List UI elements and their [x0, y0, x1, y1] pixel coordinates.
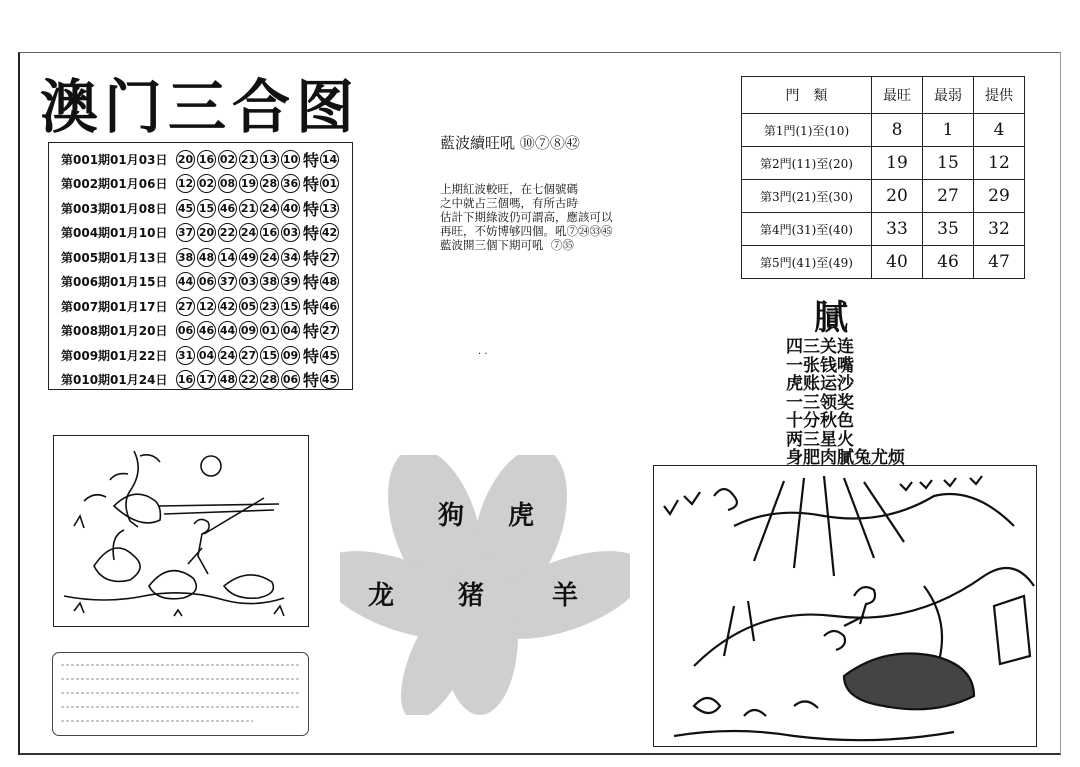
draw-row [49, 368, 352, 393]
blue-wave-line-text: 再旺，不妨博够四個。吼 [440, 224, 567, 238]
number-ball: 46 [218, 199, 237, 218]
draw-label: 第003期01月08日 [61, 201, 168, 216]
number-ball: 06 [176, 321, 195, 340]
number-ball: 03 [281, 223, 300, 242]
door-range: 第3門(21)至(30) [742, 180, 872, 213]
poem-line: 一三领奖 [786, 392, 854, 413]
poem-line: 两三星火 [786, 429, 854, 450]
special-ball: 14 [320, 150, 339, 169]
draw-label: 第010期01月24日 [61, 373, 168, 388]
door-max: 33 [872, 213, 923, 246]
number-ball: 05 [239, 297, 258, 316]
poem-line: 十分秋色 [786, 411, 854, 431]
landscape-drawing [654, 466, 1036, 746]
mini-ball: ⑦ [534, 134, 550, 152]
special-ball: 27 [320, 321, 339, 340]
number-ball: 28 [260, 370, 279, 389]
number-ball: 23 [260, 297, 279, 316]
draw-label: 第002期01月06日 [61, 177, 168, 192]
number-ball: 28 [260, 174, 279, 193]
special-ball: 13 [320, 199, 339, 218]
blue-wave-line-balls [567, 224, 613, 238]
draw-row [49, 147, 352, 172]
door-header-min: 最弱 [923, 77, 974, 114]
draw-row [49, 221, 352, 246]
stray-dots: . . [478, 346, 488, 357]
special-marker: 特 [303, 199, 320, 219]
blue-wave-title [440, 132, 580, 153]
number-ball: 46 [197, 321, 216, 340]
number-ball: 34 [281, 248, 300, 267]
draw-row [49, 343, 352, 368]
draw-label: 第001期01月03日 [61, 152, 168, 167]
special-marker: 特 [303, 273, 320, 293]
number-ball: 44 [176, 272, 195, 291]
zodiac-dragon: 龙 [368, 581, 395, 611]
door-give: 47 [974, 246, 1025, 279]
number-ball: 17 [197, 370, 216, 389]
blue-wave-line-balls [551, 238, 574, 252]
blue-wave-title-balls [520, 134, 580, 152]
blue-wave-paragraph [440, 182, 680, 252]
door-range: 第2門(11)至(20) [742, 147, 872, 180]
number-ball: 01 [260, 321, 279, 340]
number-ball: 48 [197, 248, 216, 267]
number-ball: 45 [176, 199, 195, 218]
number-ball: 12 [197, 297, 216, 316]
faded-note-box [52, 652, 309, 736]
number-ball: 24 [218, 346, 237, 365]
mini-ball: ㉝ [589, 224, 601, 238]
number-ball: 02 [197, 174, 216, 193]
door-max: 40 [872, 246, 923, 279]
page-title: 澳门三合图 [40, 73, 361, 141]
special-marker: 特 [303, 322, 320, 342]
door-min: 1 [923, 114, 974, 147]
fisherman-geese-illustration [53, 435, 309, 627]
number-ball: 20 [176, 150, 195, 169]
door-row [742, 114, 1025, 147]
mini-ball: ⑦ [550, 238, 563, 252]
special-marker: 特 [303, 297, 320, 317]
draw-row [49, 196, 352, 221]
draw-row [49, 270, 352, 295]
number-ball: 38 [260, 272, 279, 291]
number-ball: 02 [218, 150, 237, 169]
door-give: 32 [974, 213, 1025, 246]
special-ball: 48 [320, 272, 339, 291]
special-ball: 46 [320, 297, 339, 316]
number-ball: 08 [218, 174, 237, 193]
number-ball: 27 [176, 297, 195, 316]
number-ball: 22 [239, 370, 258, 389]
number-ball: 10 [281, 150, 300, 169]
number-ball: 16 [260, 223, 279, 242]
number-ball: 20 [197, 223, 216, 242]
door-row [742, 246, 1025, 279]
number-ball: 31 [176, 346, 195, 365]
number-ball: 42 [218, 297, 237, 316]
mini-ball: ㊺ [601, 224, 613, 238]
number-ball: 04 [197, 346, 216, 365]
number-ball: 36 [281, 174, 300, 193]
number-ball: 44 [218, 321, 237, 340]
number-ball: 15 [197, 199, 216, 218]
door-min: 27 [923, 180, 974, 213]
draw-label: 第004期01月10日 [61, 226, 168, 241]
special-marker: 特 [303, 371, 320, 391]
special-ball: 45 [320, 370, 339, 389]
blue-wave-line: 之中就占三個嗎，有所古時 [440, 196, 578, 210]
zodiac-flower [340, 455, 630, 715]
special-marker: 特 [303, 224, 320, 244]
faded-text-texture [53, 653, 308, 735]
fisherman-geese-drawing [54, 436, 308, 626]
door-max: 8 [872, 114, 923, 147]
special-marker: 特 [303, 248, 320, 268]
special-ball: 01 [320, 174, 339, 193]
draw-label: 第008期01月20日 [61, 324, 168, 339]
number-ball: 22 [218, 223, 237, 242]
special-marker: 特 [303, 150, 320, 170]
draw-row [49, 245, 352, 270]
number-ball: 27 [239, 346, 258, 365]
number-ball: 24 [260, 248, 279, 267]
special-ball: 45 [320, 346, 339, 365]
door-row [742, 213, 1025, 246]
draw-label: 第005期01月13日 [61, 250, 168, 265]
number-ball: 40 [281, 199, 300, 218]
number-ball: 24 [239, 223, 258, 242]
blue-wave-line: 上期紅波較旺，在七個號碼 [440, 182, 578, 196]
zodiac-dog: 狗 [438, 501, 465, 531]
number-ball: 37 [218, 272, 237, 291]
blue-wave-line-text: 藍波開三個下期可吼 [440, 238, 544, 252]
number-ball: 04 [281, 321, 300, 340]
number-ball: 16 [176, 370, 195, 389]
number-ball: 09 [239, 321, 258, 340]
blue-wave-line [440, 238, 680, 252]
poem-lines [786, 338, 905, 468]
special-ball: 27 [320, 248, 339, 267]
zodiac-tiger: 虎 [508, 501, 535, 531]
mini-ball: ⑦ [566, 224, 578, 238]
number-ball: 13 [260, 150, 279, 169]
blue-wave-title-text: 藍波續旺吼 [440, 134, 516, 152]
mini-ball: ㉔ [578, 224, 590, 238]
poem-title: 膩 [814, 298, 848, 338]
draw-history-table [48, 142, 353, 390]
draw-row [49, 294, 352, 319]
number-ball: 21 [239, 199, 258, 218]
number-ball: 16 [197, 150, 216, 169]
blue-wave-line: 估計下期綠波仍可謂高，應該可以 [440, 210, 613, 224]
special-marker: 特 [303, 175, 320, 195]
number-ball: 06 [281, 370, 300, 389]
special-ball: 42 [320, 223, 339, 242]
door-give: 12 [974, 147, 1025, 180]
number-ball: 49 [239, 248, 258, 267]
landscape-illustration [653, 465, 1037, 747]
number-ball: 19 [239, 174, 258, 193]
door-category-table [741, 76, 1025, 279]
number-ball: 12 [176, 174, 195, 193]
door-max: 19 [872, 147, 923, 180]
door-range: 第5門(41)至(49) [742, 246, 872, 279]
door-min: 15 [923, 147, 974, 180]
poem-line: 身肥肉膩兔尤烦 [786, 448, 905, 468]
door-row [742, 180, 1025, 213]
draw-row [49, 172, 352, 197]
mini-ball: ㉟ [562, 238, 574, 252]
number-ball: 24 [260, 199, 279, 218]
draw-label: 第009期01月22日 [61, 348, 168, 363]
number-ball: 21 [239, 150, 258, 169]
number-ball: 39 [281, 272, 300, 291]
door-range: 第1門(1)至(10) [742, 114, 872, 147]
door-min: 35 [923, 213, 974, 246]
door-header-category: 門 類 [742, 77, 872, 114]
zodiac-sheep: 羊 [552, 581, 579, 611]
mini-ball: ㊷ [564, 134, 580, 152]
number-ball: 09 [281, 346, 300, 365]
number-ball: 15 [260, 346, 279, 365]
number-ball: 37 [176, 223, 195, 242]
blue-wave-line [440, 224, 680, 238]
number-ball: 06 [197, 272, 216, 291]
door-header-give: 提供 [974, 77, 1025, 114]
number-ball: 38 [176, 248, 195, 267]
number-ball: 14 [218, 248, 237, 267]
poem-line: 虎账运沙 [786, 374, 854, 394]
draw-label: 第007期01月17日 [61, 299, 168, 314]
door-max: 20 [872, 180, 923, 213]
number-ball: 03 [239, 272, 258, 291]
mini-ball: ⑧ [549, 134, 565, 152]
poem-line: 一张钱嘴 [786, 355, 854, 376]
draw-row [49, 319, 352, 344]
number-ball: 15 [281, 297, 300, 316]
door-header-max: 最旺 [872, 77, 923, 114]
draw-label: 第006期01月15日 [61, 275, 168, 290]
door-table-header [742, 77, 1025, 114]
special-marker: 特 [303, 346, 320, 366]
door-row [742, 147, 1025, 180]
mini-ball: ⑩ [519, 134, 535, 152]
zodiac-pig: 猪 [458, 581, 485, 611]
number-ball: 48 [218, 370, 237, 389]
door-give: 29 [974, 180, 1025, 213]
poem-line: 四三关连 [786, 337, 854, 357]
door-range: 第4門(31)至(40) [742, 213, 872, 246]
door-min: 46 [923, 246, 974, 279]
door-give: 4 [974, 114, 1025, 147]
